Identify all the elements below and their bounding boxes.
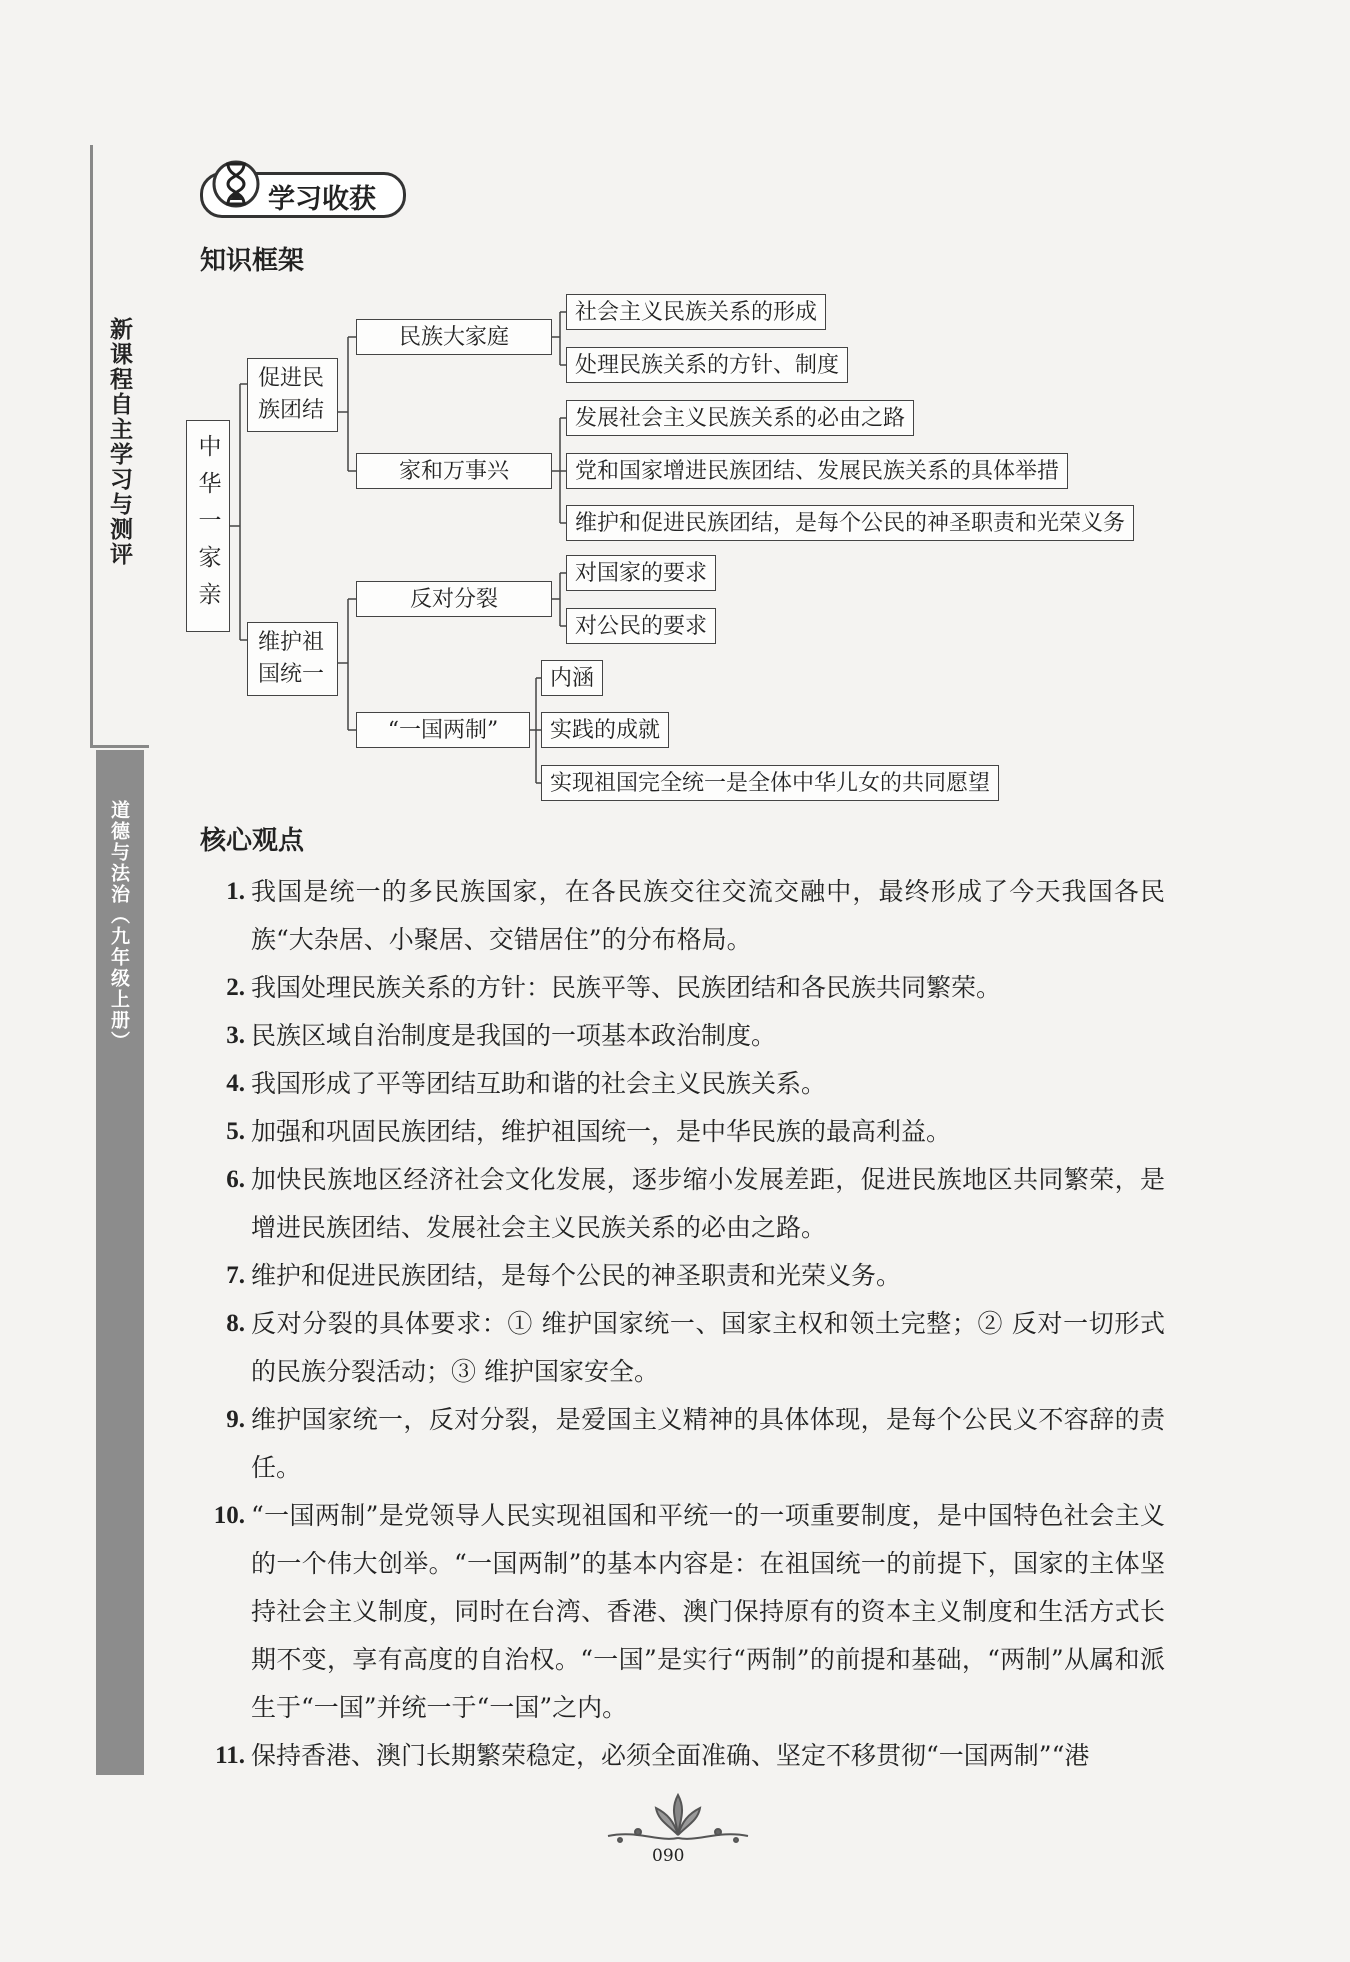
item-number: 9.	[226, 1406, 245, 1433]
item-number: 6.	[226, 1166, 245, 1193]
section-title: 学习收获	[268, 184, 376, 215]
item-number: 1.	[226, 878, 245, 905]
item-number: 3.	[226, 1022, 245, 1049]
item-text: 维护国家统一，反对分裂，是爱国主义精神的具体体现，是每个公民义不容辞的责任。	[251, 1405, 1165, 1482]
item-number: 4.	[226, 1070, 245, 1097]
item-text: 我国形成了平等团结互助和谐的社会主义民族关系。	[251, 1069, 827, 1098]
list-item	[205, 1492, 1165, 1732]
item-number: 10.	[213, 1502, 245, 1529]
framework-leaf: 处理民族关系的方针、制度	[566, 347, 848, 383]
framework-leaf: 内涵	[541, 660, 603, 696]
subject-title: 道德与法治（九年级上册）	[108, 800, 130, 1052]
framework-leaf: 对国家的要求	[566, 555, 716, 591]
framework-root: 中华一家亲	[186, 420, 230, 632]
framework-leaf: 维护和促进民族团结，是每个公民的神圣职责和光荣义务	[566, 505, 1134, 541]
item-text: 我国是统一的多民族国家，在各民族交往交流交融中，最终形成了今天我国各民族“大杂居、小聚居、交错居住”的分布格局。	[251, 877, 1165, 954]
list-item	[205, 1300, 1165, 1396]
item-number: 2.	[226, 974, 245, 1001]
framework-leaf: 社会主义民族关系的形成	[566, 294, 826, 330]
item-text: 保持香港、澳门长期繁荣稳定，必须全面准确、坚定不移贯彻“一国两制”“港	[251, 1741, 1090, 1770]
sidebar-subject-panel	[96, 750, 144, 1775]
item-text: 民族区域自治制度是我国的一项基本政治制度。	[251, 1021, 777, 1050]
core-heading: 核心观点	[200, 826, 305, 856]
list-item	[205, 1108, 1165, 1156]
framework-leaf: 实践的成就	[541, 712, 669, 748]
item-text: 加快民族地区经济社会文化发展，逐步缩小发展差距，促进民族地区共同繁荣，是增进民族团结、发展社会主义民族关系的必由之路。	[251, 1165, 1165, 1242]
framework-node-big-family: 民族大家庭	[356, 319, 552, 355]
item-text: 反对分裂的具体要求：① 维护国家统一、国家主权和领土完整；② 反对一切形式的民族分裂活动；③ 维护国家安全。	[251, 1309, 1165, 1386]
list-item	[205, 1252, 1165, 1300]
framework-leaf: 党和国家增进民族团结、发展民族关系的具体举措	[566, 453, 1068, 489]
item-text: 加强和巩固民族团结，维护祖国统一，是中华民族的最高利益。	[251, 1117, 952, 1146]
item-number: 11.	[215, 1742, 245, 1769]
framework-node-one-country-two-systems: “一国两制”	[356, 712, 530, 748]
item-number: 8.	[226, 1310, 245, 1337]
list-item	[205, 1396, 1165, 1492]
list-item	[205, 868, 1165, 964]
page-number: 090	[652, 1846, 685, 1866]
list-item	[205, 964, 1165, 1012]
list-item	[205, 1012, 1165, 1060]
list-item	[205, 1732, 1165, 1780]
framework-node-unity: 促进民族团结	[247, 358, 338, 432]
list-item	[205, 1156, 1165, 1252]
item-number: 7.	[226, 1262, 245, 1289]
item-number: 5.	[226, 1118, 245, 1145]
framework-node-harmony: 家和万事兴	[356, 453, 552, 489]
item-text: 我国处理民族关系的方针：民族平等、民族团结和各民族共同繁荣。	[251, 973, 1002, 1002]
core-points-list	[205, 868, 1165, 1780]
framework-leaf: 实现祖国完全统一是全体中华儿女的共同愿望	[541, 765, 999, 801]
item-text: “一国两制”是党领导人民实现祖国和平统一的一项重要制度，是中国特色社会主义的一个伟大创举。“一国两制”的基本内容是：在祖国统一的前提下，国家的主体坚持社会主义制度，同时在台湾、香港、澳门保持原有的资本主义制度和生活方式长期不变，享有高度的自治权。“一国”是实行“两制”的前提和基础，“两制”从属和派生于“一国”并统一于“一国”之内。	[251, 1501, 1165, 1722]
book-title: 新课程自主学习与测评	[106, 317, 132, 567]
framework-node-reunification: 维护祖国统一	[247, 622, 338, 696]
framework-leaf: 发展社会主义民族关系的必由之路	[566, 400, 914, 436]
framework-leaf: 对公民的要求	[566, 608, 716, 644]
floral-ornament-icon	[598, 1790, 758, 1850]
item-text: 维护和促进民族团结，是每个公民的神圣职责和光荣义务。	[251, 1261, 902, 1290]
list-item	[205, 1060, 1165, 1108]
framework-node-anti-separatism: 反对分裂	[356, 581, 552, 617]
framework-heading: 知识框架	[200, 246, 305, 276]
